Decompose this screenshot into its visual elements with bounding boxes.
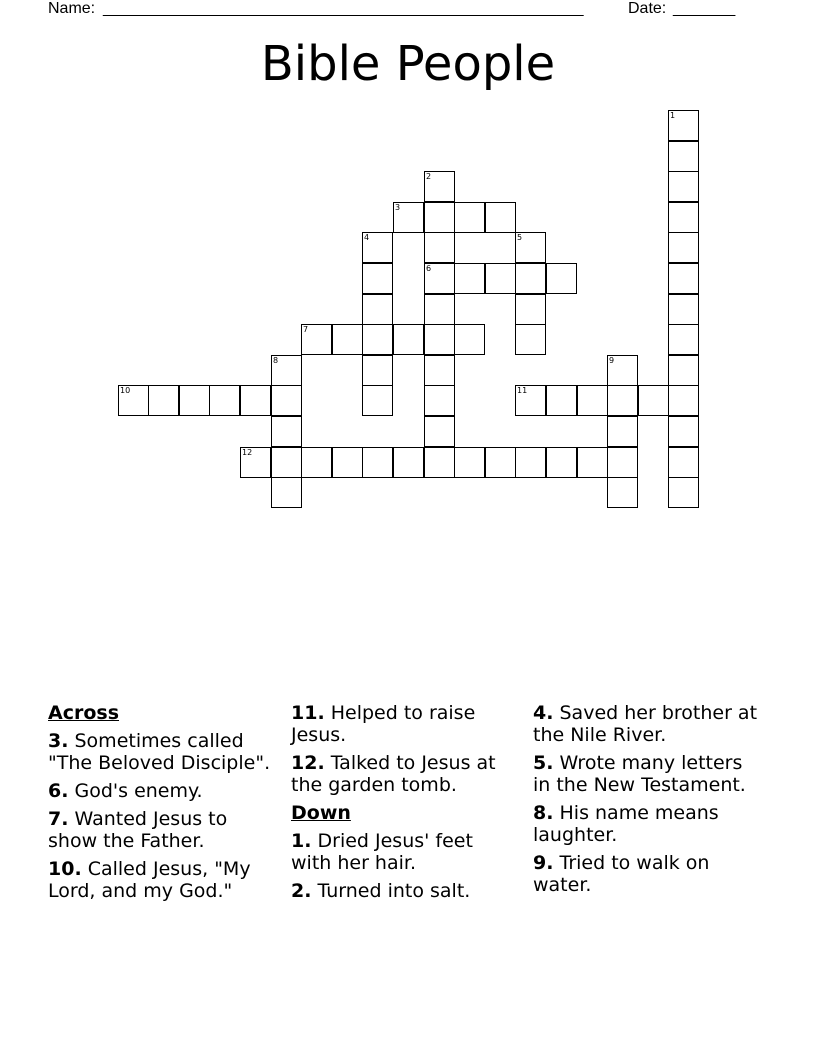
clue-text: Called Jesus, "My Lord, and my God." — [48, 858, 251, 902]
grid-cell[interactable] — [515, 263, 546, 294]
grid-cell[interactable] — [454, 263, 485, 294]
clue-number: 5. — [533, 752, 554, 774]
clue-number-label: 11 — [517, 386, 528, 395]
grid-cell[interactable] — [424, 202, 455, 233]
clue-text: Sometimes called "The Beloved Disciple". — [48, 730, 271, 774]
clue-number-label: 4 — [364, 233, 370, 242]
grid-cell[interactable] — [668, 263, 699, 294]
clue-number: 1. — [291, 830, 312, 852]
grid-cell[interactable] — [668, 324, 699, 355]
grid-cell[interactable] — [607, 477, 638, 508]
grid-cell[interactable] — [668, 355, 699, 386]
grid-cell[interactable] — [607, 385, 638, 416]
clue-number-label: 10 — [120, 386, 131, 395]
down-heading: Down — [291, 802, 351, 824]
clue-number: 12. — [291, 752, 325, 774]
clue-number: 11. — [291, 702, 325, 724]
grid-cell[interactable] — [424, 294, 455, 325]
clue-number-label: 1 — [670, 111, 676, 120]
clue-text: Saved her brother at the Nile River. — [533, 702, 758, 746]
clue-text: Wanted Jesus to show the Father. — [48, 808, 228, 852]
grid-cell[interactable] — [424, 385, 455, 416]
clue-text: Dried Jesus' feet with her hair. — [291, 830, 473, 874]
clue-text: Tried to walk on water. — [533, 852, 710, 896]
clue-number-label: 6 — [426, 264, 432, 273]
grid-cell[interactable] — [424, 355, 455, 386]
grid-cell[interactable] — [301, 324, 332, 355]
clue-text: His name means laughter. — [533, 802, 719, 846]
grid-cell[interactable] — [424, 263, 455, 294]
grid-cell[interactable] — [638, 385, 669, 416]
grid-cell[interactable] — [362, 294, 393, 325]
clue-down-9 — [533, 852, 758, 896]
grid-cell[interactable] — [179, 385, 210, 416]
clue-down-1 — [291, 830, 516, 874]
grid-cell[interactable] — [271, 447, 302, 478]
clue-text: Wrote many letters in the New Testament. — [533, 752, 746, 796]
clue-number: 7. — [48, 808, 69, 830]
grid-cell[interactable] — [454, 447, 485, 478]
grid-cell[interactable] — [668, 477, 699, 508]
name-field[interactable]: ______________________________________________________ — [103, 0, 584, 17]
grid-cell[interactable] — [485, 263, 516, 294]
grid-cell[interactable] — [607, 416, 638, 447]
grid-cell[interactable] — [362, 263, 393, 294]
grid-cell[interactable] — [424, 171, 455, 202]
grid-cell[interactable] — [393, 202, 424, 233]
grid-cell[interactable] — [271, 477, 302, 508]
grid-cell[interactable] — [515, 232, 546, 263]
grid-cell[interactable] — [362, 355, 393, 386]
date-field[interactable]: _______ — [673, 0, 736, 17]
grid-cell[interactable] — [546, 385, 577, 416]
clue-number: 10. — [48, 858, 82, 880]
clue-number-label: 5 — [517, 233, 523, 242]
grid-cell[interactable] — [271, 385, 302, 416]
clue-text: Talked to Jesus at the garden tomb. — [291, 752, 496, 796]
grid-cell[interactable] — [485, 202, 516, 233]
grid-cell[interactable] — [668, 141, 699, 172]
clue-number: 2. — [291, 880, 312, 902]
clue-across-10 — [48, 858, 273, 902]
clue-number: 8. — [533, 802, 554, 824]
clue-number: 6. — [48, 780, 69, 802]
clue-number-label: 7 — [303, 325, 309, 334]
clue-down-5 — [533, 752, 758, 796]
grid-cell[interactable] — [424, 324, 455, 355]
clue-down-2 — [291, 880, 516, 902]
clue-across-12 — [291, 752, 516, 796]
clues-column-2 — [291, 702, 516, 908]
grid-cell[interactable] — [240, 447, 271, 478]
grid-cell[interactable] — [668, 232, 699, 263]
clue-number-label: 9 — [609, 356, 615, 365]
grid-cell[interactable] — [607, 355, 638, 386]
grid-cell[interactable] — [271, 355, 302, 386]
grid-cell[interactable] — [424, 416, 455, 447]
grid-cell[interactable] — [668, 416, 699, 447]
grid-cell[interactable] — [607, 447, 638, 478]
grid-cell[interactable] — [485, 447, 516, 478]
name-label: Name: — [48, 0, 96, 17]
clue-text: Turned into salt. — [317, 880, 471, 902]
grid-cell[interactable] — [393, 447, 424, 478]
grid-cell[interactable] — [668, 447, 699, 478]
clue-number-label: 2 — [426, 172, 432, 181]
clue-number: 9. — [533, 852, 554, 874]
grid-cell[interactable] — [424, 447, 455, 478]
grid-cell[interactable] — [393, 324, 424, 355]
grid-cell[interactable] — [301, 447, 332, 478]
grid-cell[interactable] — [148, 385, 179, 416]
clue-number-label: 12 — [242, 448, 253, 457]
grid-cell[interactable] — [668, 385, 699, 416]
clue-across-6 — [48, 780, 273, 802]
grid-cell[interactable] — [515, 385, 546, 416]
grid-cell[interactable] — [546, 447, 577, 478]
grid-cell[interactable] — [454, 324, 485, 355]
grid-cell[interactable] — [362, 385, 393, 416]
date-label: Date: — [628, 0, 667, 17]
clue-number: 3. — [48, 730, 69, 752]
grid-cell[interactable] — [515, 294, 546, 325]
grid-cell[interactable] — [668, 171, 699, 202]
grid-cell[interactable] — [454, 202, 485, 233]
clue-text: God's enemy. — [74, 780, 203, 802]
clues-column-1 — [48, 702, 273, 908]
clue-down-8 — [533, 802, 758, 846]
grid-cell[interactable] — [240, 385, 271, 416]
clue-number-label: 8 — [273, 356, 279, 365]
grid-cell[interactable] — [577, 447, 608, 478]
grid-cell[interactable] — [332, 447, 363, 478]
clue-number: 4. — [533, 702, 554, 724]
clue-text: Helped to raise Jesus. — [291, 702, 476, 746]
grid-cell[interactable] — [668, 294, 699, 325]
grid-cell[interactable] — [362, 324, 393, 355]
grid-cell[interactable] — [362, 447, 393, 478]
clue-number-label: 3 — [395, 203, 401, 212]
crossword-grid — [0, 0, 816, 520]
grid-cell[interactable] — [546, 263, 577, 294]
grid-cell[interactable] — [332, 324, 363, 355]
page-title: Bible People — [260, 36, 556, 92]
grid-cell[interactable] — [668, 202, 699, 233]
grid-cell[interactable] — [362, 232, 393, 263]
grid-cell[interactable] — [515, 324, 546, 355]
clue-across-7 — [48, 808, 273, 852]
clues-column-3 — [533, 702, 758, 902]
clue-across-3 — [48, 730, 273, 774]
clue-down-4 — [533, 702, 758, 746]
grid-cell[interactable] — [209, 385, 240, 416]
grid-cell[interactable] — [577, 385, 608, 416]
grid-cell[interactable] — [515, 447, 546, 478]
across-heading: Across — [48, 702, 120, 724]
grid-cell[interactable] — [271, 416, 302, 447]
grid-cell[interactable] — [118, 385, 149, 416]
grid-cell[interactable] — [668, 110, 699, 141]
grid-cell[interactable] — [424, 232, 455, 263]
clue-across-11 — [291, 702, 516, 746]
